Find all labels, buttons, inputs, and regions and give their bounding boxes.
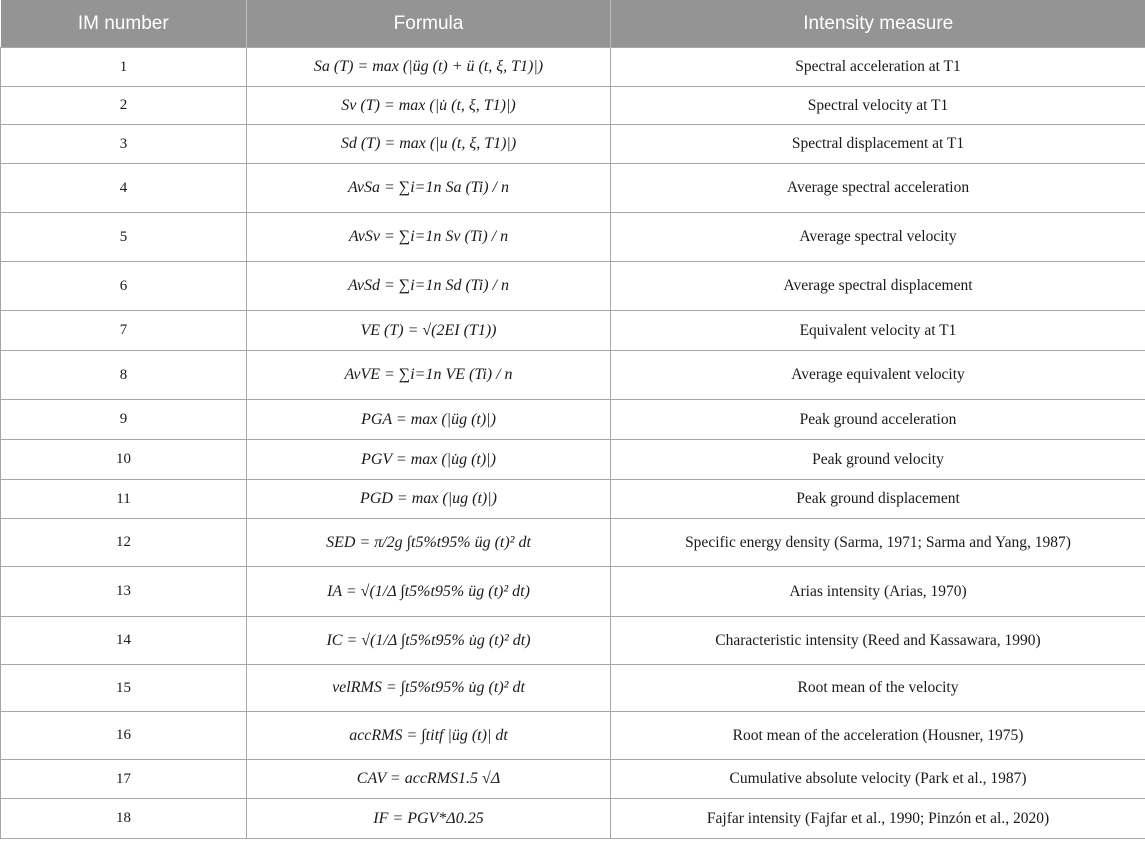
- formula-cell: IC = √(1/Δ ∫t5%t95% u̇g (t)² dt): [247, 617, 611, 665]
- header-intensity-measure: Intensity measure: [611, 0, 1145, 48]
- table-row: [1, 262, 1145, 311]
- header-formula: Formula: [247, 0, 611, 48]
- formula-cell: Sd (T) = max (|u (t, ξ, T1)|): [247, 125, 611, 164]
- im-number-cell: 16: [1, 712, 247, 760]
- formula-cell: IA = √(1/Δ ∫t5%t95% üg (t)² dt): [247, 567, 611, 617]
- formula-cell: VE (T) = √(2EI (T1)): [247, 311, 611, 351]
- table-row: [1, 567, 1145, 617]
- table-header-row: [1, 0, 1145, 48]
- im-number-cell: 15: [1, 665, 247, 712]
- formula-cell: Sa (T) = max (|üg (t) + ü (t, ξ, T1)|): [247, 48, 611, 87]
- table-row: [1, 164, 1145, 213]
- intensity-measure-cell: Peak ground displacement: [611, 480, 1145, 519]
- table-row: [1, 665, 1145, 712]
- formula-cell: velRMS = ∫t5%t95% u̇g (t)² dt: [247, 665, 611, 712]
- im-number-cell: 10: [1, 440, 247, 480]
- im-number-cell: 11: [1, 480, 247, 519]
- table-row: [1, 440, 1145, 480]
- intensity-measure-cell: Average equivalent velocity: [611, 351, 1145, 400]
- im-number-cell: 13: [1, 567, 247, 617]
- intensity-measure-cell: Spectral displacement at T1: [611, 125, 1145, 164]
- im-number-cell: 17: [1, 760, 247, 799]
- intensity-measure-cell: Root mean of the velocity: [611, 665, 1145, 712]
- formula-cell: AvVE = ∑i=1n VE (Ti) / n: [247, 351, 611, 400]
- im-number-cell: 2: [1, 87, 247, 125]
- formula-cell: SED = π/2g ∫t5%t95% üg (t)² dt: [247, 519, 611, 567]
- formula-cell: PGD = max (|ug (t)|): [247, 480, 611, 519]
- table-row: [1, 351, 1145, 400]
- table-row: [1, 760, 1145, 799]
- im-number-cell: 3: [1, 125, 247, 164]
- im-number-cell: 18: [1, 799, 247, 839]
- intensity-measure-cell: Spectral acceleration at T1: [611, 48, 1145, 87]
- formula-cell: Sv (T) = max (|u̇ (t, ξ, T1)|): [247, 87, 611, 125]
- im-number-cell: 7: [1, 311, 247, 351]
- table-row: [1, 712, 1145, 760]
- table-row: [1, 799, 1145, 839]
- intensity-measure-cell: Cumulative absolute velocity (Park et al., 1987): [611, 760, 1145, 799]
- intensity-measure-cell: Equivalent velocity at T1: [611, 311, 1145, 351]
- im-number-cell: 12: [1, 519, 247, 567]
- intensity-measure-cell: Arias intensity (Arias, 1970): [611, 567, 1145, 617]
- table-row: [1, 87, 1145, 125]
- intensity-measure-cell: Characteristic intensity (Reed and Kassawara, 1990): [611, 617, 1145, 665]
- table-row: [1, 48, 1145, 87]
- formula-cell: AvSd = ∑i=1n Sd (Ti) / n: [247, 262, 611, 311]
- im-number-cell: 5: [1, 213, 247, 262]
- table-row: [1, 519, 1145, 567]
- intensity-measure-cell: Spectral velocity at T1: [611, 87, 1145, 125]
- formula-cell: CAV = accRMS1.5 √Δ: [247, 760, 611, 799]
- formula-cell: PGV = max (|u̇g (t)|): [247, 440, 611, 480]
- table-row: [1, 400, 1145, 440]
- intensity-measure-cell: Root mean of the acceleration (Housner, 1975): [611, 712, 1145, 760]
- im-number-cell: 1: [1, 48, 247, 87]
- table-row: [1, 125, 1145, 164]
- intensity-measure-cell: Average spectral acceleration: [611, 164, 1145, 213]
- table-row: [1, 213, 1145, 262]
- formula-cell: AvSa = ∑i=1n Sa (Ti) / n: [247, 164, 611, 213]
- intensity-measure-cell: Average spectral velocity: [611, 213, 1145, 262]
- intensity-measure-cell: Average spectral displacement: [611, 262, 1145, 311]
- formula-cell: AvSv = ∑i=1n Sv (Ti) / n: [247, 213, 611, 262]
- im-number-cell: 4: [1, 164, 247, 213]
- formula-cell: accRMS = ∫titf |üg (t)| dt: [247, 712, 611, 760]
- header-im-number: IM number: [1, 0, 247, 48]
- formula-cell: IF = PGV*Δ0.25: [247, 799, 611, 839]
- intensity-measure-cell: Peak ground acceleration: [611, 400, 1145, 440]
- im-number-cell: 9: [1, 400, 247, 440]
- im-number-cell: 8: [1, 351, 247, 400]
- formula-cell: PGA = max (|üg (t)|): [247, 400, 611, 440]
- im-number-cell: 6: [1, 262, 247, 311]
- intensity-measure-cell: Fajfar intensity (Fajfar et al., 1990; Pinzón et al., 2020): [611, 799, 1145, 839]
- table-row: [1, 617, 1145, 665]
- im-number-cell: 14: [1, 617, 247, 665]
- table-row: [1, 480, 1145, 519]
- table-row: [1, 311, 1145, 351]
- intensity-measure-cell: Peak ground velocity: [611, 440, 1145, 480]
- intensity-measure-cell: Specific energy density (Sarma, 1971; Sarma and Yang, 1987): [611, 519, 1145, 567]
